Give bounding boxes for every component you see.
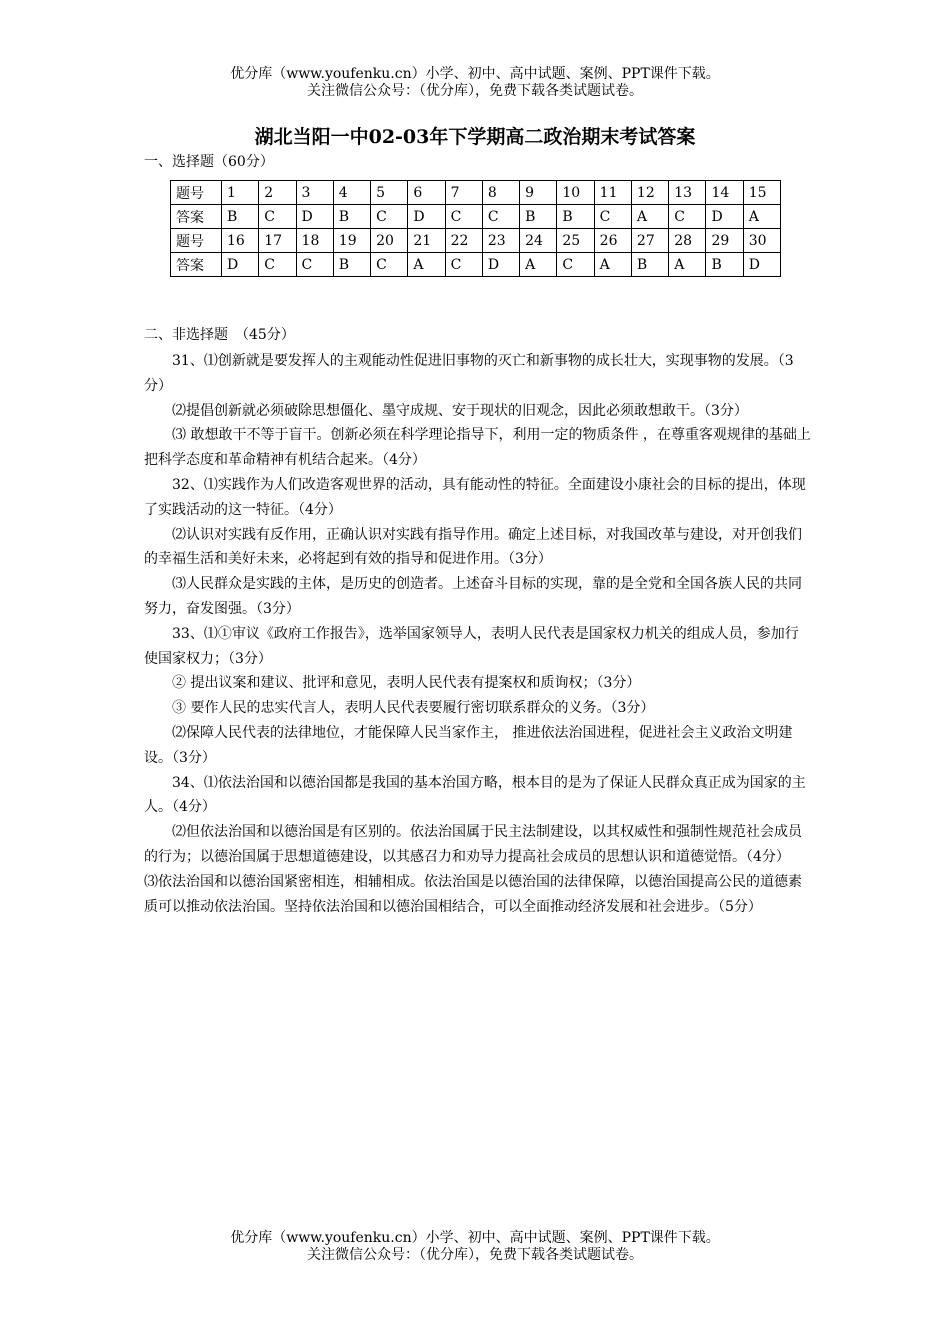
answer-cell: B [631, 253, 668, 277]
answer-paragraph: ② 提出议案和建议、批评和意见，表明人民代表有提案权和质询权；（3分） [172, 675, 641, 692]
question-number-cell: 15 [743, 181, 780, 205]
answer-row [171, 253, 781, 277]
question-number-cell: 27 [631, 229, 668, 253]
answer-table [170, 180, 781, 277]
header-line-1: 优分库（www.youfenku.cn）小学、初中、高中试题、案例、PPT课件下载。 [230, 66, 720, 82]
answer-cell: A [408, 253, 445, 277]
answer-paragraph: ⑶人民群众是实践的主体，是历史的创造者。上述奋斗目标的实现，靠的是全党和全国各族人民的共同努力，奋发图强。（3分） [144, 576, 802, 617]
answer-body [144, 349, 812, 919]
question-number-cell: 14 [706, 181, 743, 205]
answer-cell: B [520, 205, 557, 229]
answer-cell: D [222, 253, 259, 277]
question-number-cell: 22 [445, 229, 482, 253]
answer-paragraph: ⑵提倡创新就必须破除思想僵化、墨守成规、安于现状的旧观念，因此必须敢想敢干。（3分） [172, 402, 748, 419]
answer-cell: C [445, 205, 482, 229]
question-number-cell: 6 [408, 181, 445, 205]
question-number-cell: 9 [520, 181, 557, 205]
question-number-cell: 16 [222, 229, 259, 253]
row-label: 题号 [171, 229, 222, 253]
page-header [0, 66, 950, 100]
answer-paragraph: ③ 要作人民的忠实代言人，表明人民代表要履行密切联系群众的义务。（3分） [172, 700, 655, 717]
answer-paragraph: 32、⑴实践作为人们改造客观世界的活动，具有能动性的特征。全面建设小康社会的目标的提出，体现了实践活动的这一特征。（4分） [144, 476, 806, 518]
question-number-cell: 5 [371, 181, 408, 205]
page-footer [0, 1230, 950, 1264]
answer-cell: A [743, 205, 780, 229]
document-title: 湖北当阳一中02-03年下学期高二政治期末考试答案 [254, 126, 696, 148]
question-number-cell: 29 [706, 229, 743, 253]
question-number-cell: 24 [520, 229, 557, 253]
question-number-cell: 4 [333, 181, 370, 205]
answer-cell: D [482, 253, 519, 277]
row-label: 答案 [171, 205, 222, 229]
answer-paragraph: ⑵但依法治国和以德治国是有区别的。依法治国属于民主法制建设，以其权威性和强制性规范社会成员的行为；以德治国属于思想道德建设，以其感召力和劝导力提高社会成员的思想认识和道德觉悟。（4分） [144, 824, 802, 865]
question-number-cell: 23 [482, 229, 519, 253]
question-number-cell: 26 [594, 229, 631, 253]
question-number-cell: 21 [408, 229, 445, 253]
answer-cell: D [408, 205, 445, 229]
answer-cell: C [557, 253, 594, 277]
answer-cell: B [222, 205, 259, 229]
answer-cell: D [743, 253, 780, 277]
answer-cell: A [631, 205, 668, 229]
answer-cell: C [482, 205, 519, 229]
question-number-cell: 3 [296, 181, 333, 205]
question-number-cell: 12 [631, 181, 668, 205]
footer-line-1: 优分库（www.youfenku.cn）小学、初中、高中试题、案例、PPT课件下载。 [230, 1230, 720, 1246]
answer-cell: C [445, 253, 482, 277]
question-number-cell: 17 [259, 229, 296, 253]
answer-cell: B [557, 205, 594, 229]
answer-cell: A [520, 253, 557, 277]
answer-cell: A [669, 253, 706, 277]
answer-row [171, 205, 781, 229]
answer-cell: C [669, 205, 706, 229]
answer-cell: C [371, 205, 408, 229]
row-label: 答案 [171, 253, 222, 277]
section-heading-choice: 一、选择题（60分） [144, 154, 274, 170]
answer-cell: A [594, 253, 631, 277]
question-number-row [171, 181, 781, 205]
answer-paragraph: ⑵保障人民代表的法律地位，才能保障人民当家作主， 推进依法治国进程，促进社会主义政治文明建设。（3分） [144, 724, 793, 766]
question-number-cell: 11 [594, 181, 631, 205]
answer-paragraph: 31、⑴创新就是要发挥人的主观能动性促进旧事物的灭亡和新事物的成长壮大，实现事物的发展。（3分） [144, 353, 794, 394]
answer-paragraph: ⑶依法治国和以德治国紧密相连，相辅相成。依法治国是以德治国的法律保障，以德治国提高公民的道德素质可以推动依法治国。坚持依法治国和以德治国相结合，可以全面推动经济发展和社会进步。（5分） [144, 873, 802, 915]
answer-cell: D [296, 205, 333, 229]
answer-paragraph: 34、⑴依法治国和以德治国都是我国的基本治国方略，根本目的是为了保证人民群众真正成为国家的主人。（4分） [144, 774, 806, 816]
answer-cell: C [259, 253, 296, 277]
answer-cell: B [333, 205, 370, 229]
question-number-cell: 30 [743, 229, 780, 253]
header-line-2: 关注微信公众号：（优分库），免费下载各类试题试卷。 [307, 83, 643, 99]
question-number-cell: 7 [445, 181, 482, 205]
row-label: 题号 [171, 181, 222, 205]
answer-cell: C [371, 253, 408, 277]
answer-paragraph: ⑵认识对实践有反作用，正确认识对实践有指导作用。确定上述目标，对我国改革与建设，对开创我们的幸福生活和美好未来，必将起到有效的指导和促进作用。（3分） [144, 526, 802, 568]
question-number-row [171, 229, 781, 253]
answer-paragraph: 33、⑴①审议《政府工作报告》，选举国家领导人，表明人民代表是国家权力机关的组成人员，参加行使国家权力；（3分） [144, 625, 799, 667]
question-number-cell: 20 [371, 229, 408, 253]
answer-cell: C [594, 205, 631, 229]
question-number-cell: 18 [296, 229, 333, 253]
answer-cell: B [706, 253, 743, 277]
section-heading-nonchoice: 二、非选择题 （45分） [144, 327, 295, 343]
question-number-cell: 28 [669, 229, 706, 253]
question-number-cell: 13 [669, 181, 706, 205]
question-number-cell: 10 [557, 181, 594, 205]
question-number-cell: 1 [222, 181, 259, 205]
answer-cell: D [706, 205, 743, 229]
answer-cell: B [333, 253, 370, 277]
question-number-cell: 8 [482, 181, 519, 205]
answer-paragraph: ⑶ 敢想敢干不等于盲干。创新必须在科学理论指导下，利用一定的物质条件 ，在尊重客观规律的基础上把科学态度和革命精神有机结合起来。（4分） [144, 427, 811, 469]
question-number-cell: 2 [259, 181, 296, 205]
footer-line-2: 关注微信公众号：（优分库），免费下载各类试题试卷。 [307, 1247, 643, 1263]
answer-cell: C [296, 253, 333, 277]
answer-cell: C [259, 205, 296, 229]
question-number-cell: 19 [333, 229, 370, 253]
question-number-cell: 25 [557, 229, 594, 253]
